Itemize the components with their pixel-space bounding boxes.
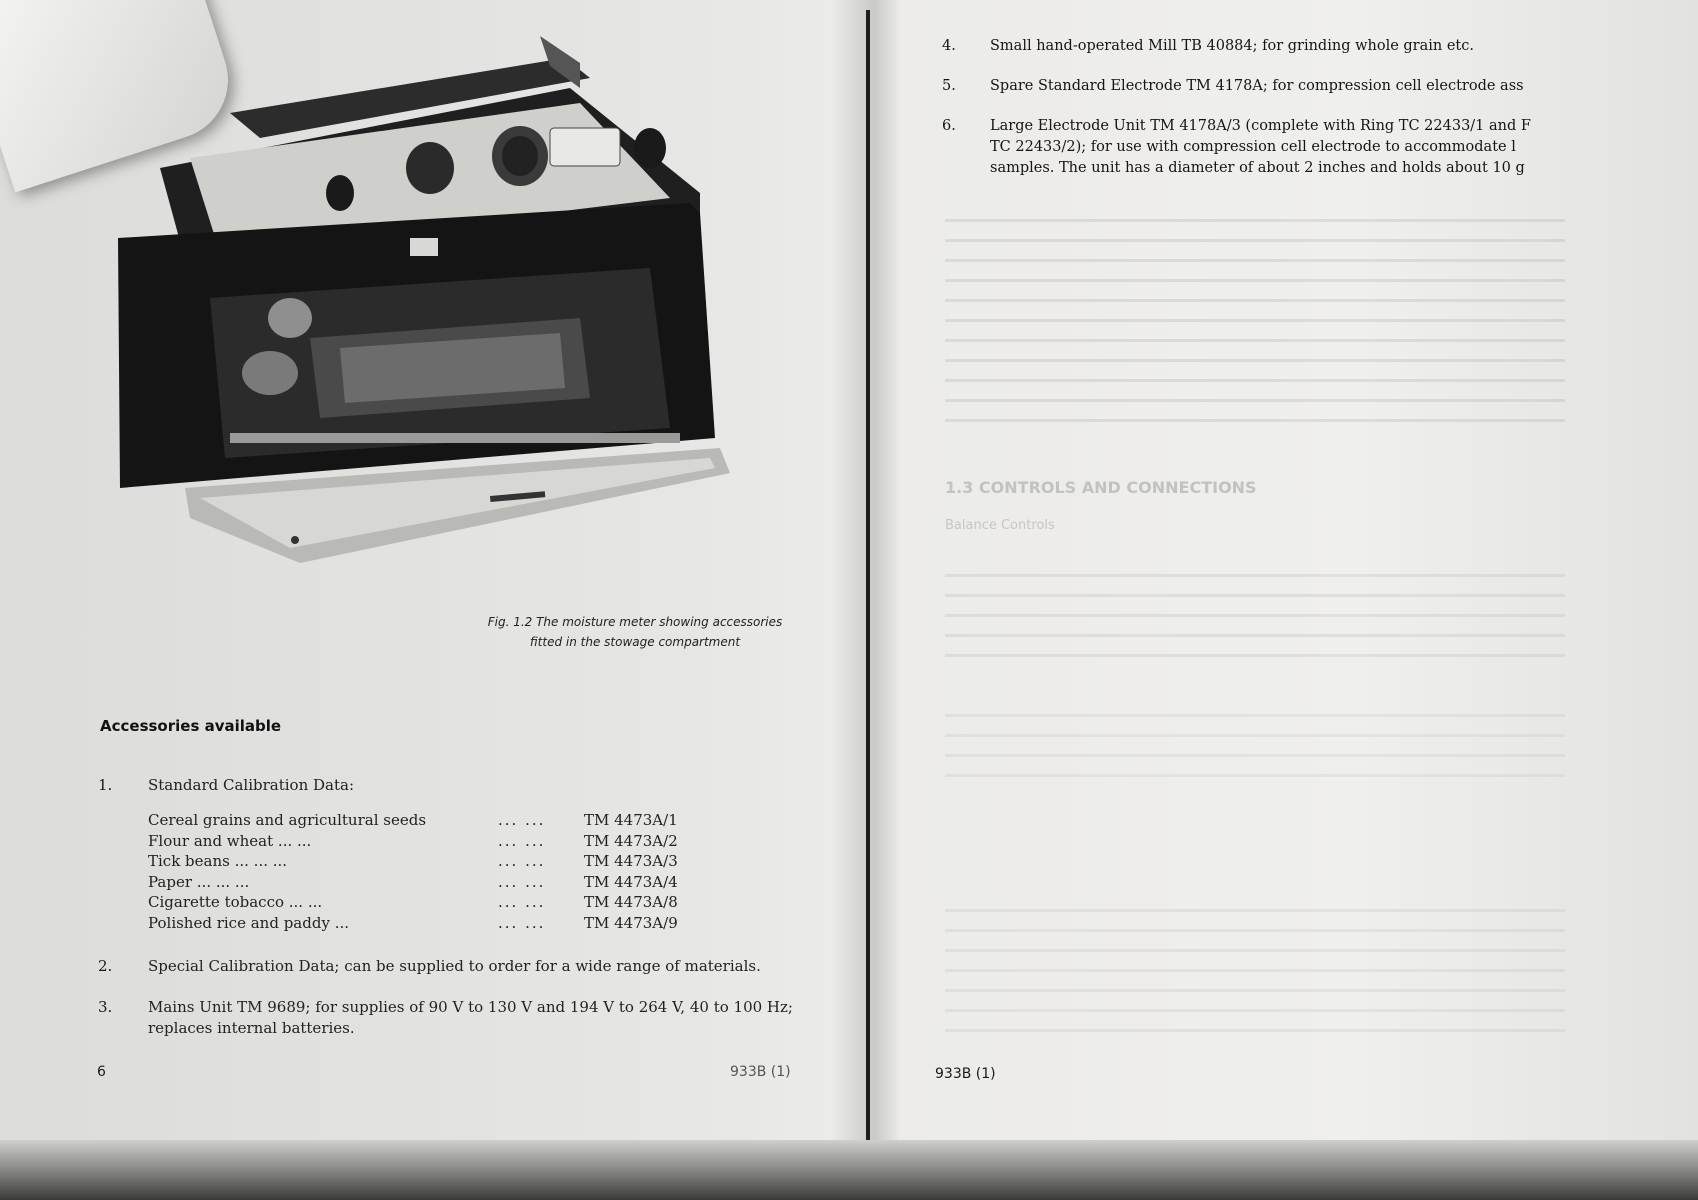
item-3-line-1: Mains Unit TM 9689; for supplies of 90 V to 130 V and 194 V to 264 V, 40 to 100 Hz;	[148, 998, 793, 1016]
item-1-text: Standard Calibration Data:	[148, 776, 355, 794]
item-2-number: 2.	[98, 957, 113, 975]
faded-text-block	[945, 895, 1565, 1035]
leader-dots: ... ...	[498, 811, 546, 830]
left-doc-code: 933B (1)	[730, 1064, 791, 1080]
leader-dots: ... ...	[498, 893, 546, 912]
subheading: Balance Controls	[945, 518, 1055, 533]
item-6-line-2: TC 22433/2); for use with compression cell electrode to accommodate l	[990, 139, 1516, 155]
calibration-table	[148, 810, 704, 933]
table-row	[148, 872, 704, 893]
calibration-code: TM 4473A/2	[584, 831, 678, 850]
table-row	[148, 810, 704, 831]
calibration-code: TM 4473A/1	[584, 811, 678, 830]
figure-caption	[470, 612, 800, 652]
table-row	[148, 913, 704, 934]
calibration-name: Cigarette tobacco ... ...	[148, 893, 323, 912]
faded-text-block	[945, 700, 1565, 780]
faded-text-block	[945, 205, 1565, 435]
section-heading: 1.3 CONTROLS AND CONNECTIONS	[945, 478, 1257, 497]
item-4-number: 4.	[942, 38, 956, 54]
calibration-code: TM 4473A/3	[584, 852, 678, 871]
calibration-name: Paper ... ... ...	[148, 872, 250, 891]
item-3-line-2: replaces internal batteries.	[148, 1019, 355, 1037]
calibration-code: TM 4473A/8	[584, 893, 678, 912]
table-row	[148, 831, 704, 852]
table-row	[148, 892, 704, 913]
item-5-text: Spare Standard Electrode TM 4178A; for compression cell electrode ass	[990, 78, 1524, 94]
item-6-line-3: samples. The unit has a diameter of about 2 inches and holds about 10 g	[990, 160, 1525, 176]
leader-dots: ... ...	[498, 872, 546, 891]
item-6-line-1: Large Electrode Unit TM 4178A/3 (complete with Ring TC 22433/1 and F	[990, 118, 1531, 134]
item-5-number: 5.	[942, 78, 956, 94]
item-6-number: 6.	[942, 118, 956, 134]
faded-text-block	[945, 560, 1565, 660]
calibration-name: Tick beans ... ... ...	[148, 852, 288, 871]
leader-dots: ... ...	[498, 913, 546, 932]
item-4-text: Small hand-operated Mill TB 40884; for grinding whole grain etc.	[990, 38, 1474, 54]
calibration-name: Polished rice and paddy ...	[148, 913, 349, 932]
leader-dots: ... ...	[498, 852, 546, 871]
calibration-code: TM 4473A/9	[584, 913, 678, 932]
page-bottom-shadow	[0, 1140, 1698, 1200]
calibration-name: Flour and wheat ... ...	[148, 831, 312, 850]
page-number: 6	[97, 1064, 106, 1080]
accessories-heading: Accessories available	[100, 717, 282, 735]
leader-dots: ... ...	[498, 831, 546, 850]
moisture-meter-photo	[110, 18, 810, 618]
item-1-number: 1.	[98, 776, 113, 794]
caption-line-1: Fig. 1.2 The moisture meter showing accessories	[487, 615, 783, 629]
item-3-number: 3.	[98, 998, 113, 1016]
item-2-text: Special Calibration Data; can be supplied to order for a wide range of materials.	[148, 957, 761, 975]
calibration-name: Cereal grains and agricultural seeds	[148, 811, 427, 830]
calibration-code: TM 4473A/4	[584, 872, 678, 891]
caption-line-2: fitted in the stowage compartment	[529, 635, 741, 649]
book-gutter	[866, 10, 870, 1140]
table-row	[148, 851, 704, 872]
right-doc-code: 933B (1)	[935, 1066, 996, 1082]
